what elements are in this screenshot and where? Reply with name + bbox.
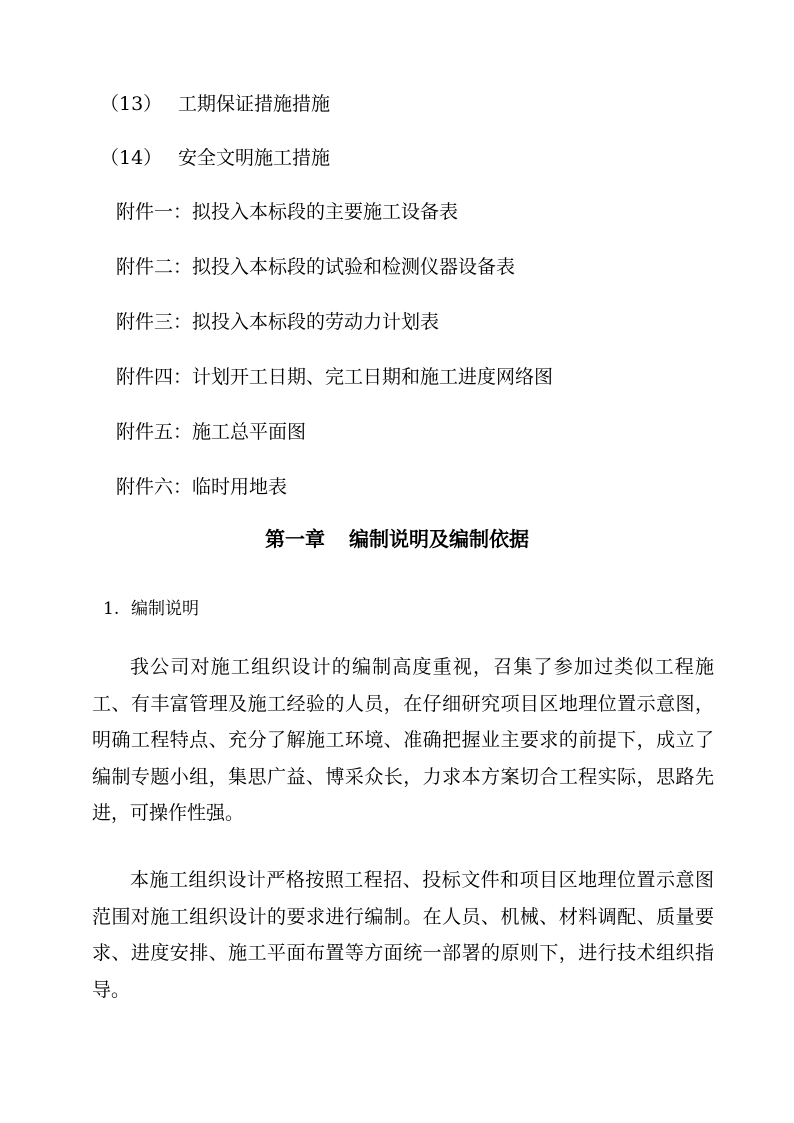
chapter-title: 编制说明及编制依据 — [349, 527, 529, 551]
attachment-item: 附件六：临时用地表 — [116, 476, 288, 498]
list-item-number: （13） — [100, 93, 163, 115]
body-paragraph: 本施工组织设计严格按照工程招、投标文件和项目区地理位置示意图范围对施工组织设计的要求进行编制。在人员、机械、材料调配、质量要求、进度安排、施工平面布置等方面统一部署的原则下，进行技术组织指导。 — [92, 869, 714, 1001]
section-heading — [103, 598, 199, 620]
attachment-item: 附件四：计划开工日期、完工日期和施工进度网络图 — [116, 366, 554, 388]
chapter-heading — [0, 526, 794, 552]
attachment-item: 附件五：施工总平面图 — [116, 421, 307, 443]
body-paragraph: 我公司对施工组织设计的编制高度重视，召集了参加过类似工程施工、有丰富管理及施工经验的人员，在仔细研究项目区地理位置示意图，明确工程特点、充分了解施工环境、准确把握业主要求的前提下，成立了编制专题小组，集思广益、博采众长，力求本方案切合工程实际，思路先进，可操作性强。 — [92, 656, 714, 824]
attachment-item: 附件二：拟投入本标段的试验和检测仪器设备表 — [116, 256, 516, 278]
list-item-text: 安全文明施工措施 — [178, 147, 331, 169]
attachment-item: 附件一：拟投入本标段的主要施工设备表 — [116, 201, 459, 223]
list-item-text: 工期保证措施措施 — [178, 93, 331, 115]
chapter-label: 第一章 — [265, 527, 325, 551]
list-item — [100, 146, 330, 170]
list-item-number: （14） — [100, 147, 163, 169]
attachment-item: 附件三：拟投入本标段的劳动力计划表 — [116, 311, 440, 333]
section-title: 编制说明 — [131, 599, 199, 619]
section-number: 1. — [103, 599, 120, 619]
list-item — [100, 92, 330, 116]
